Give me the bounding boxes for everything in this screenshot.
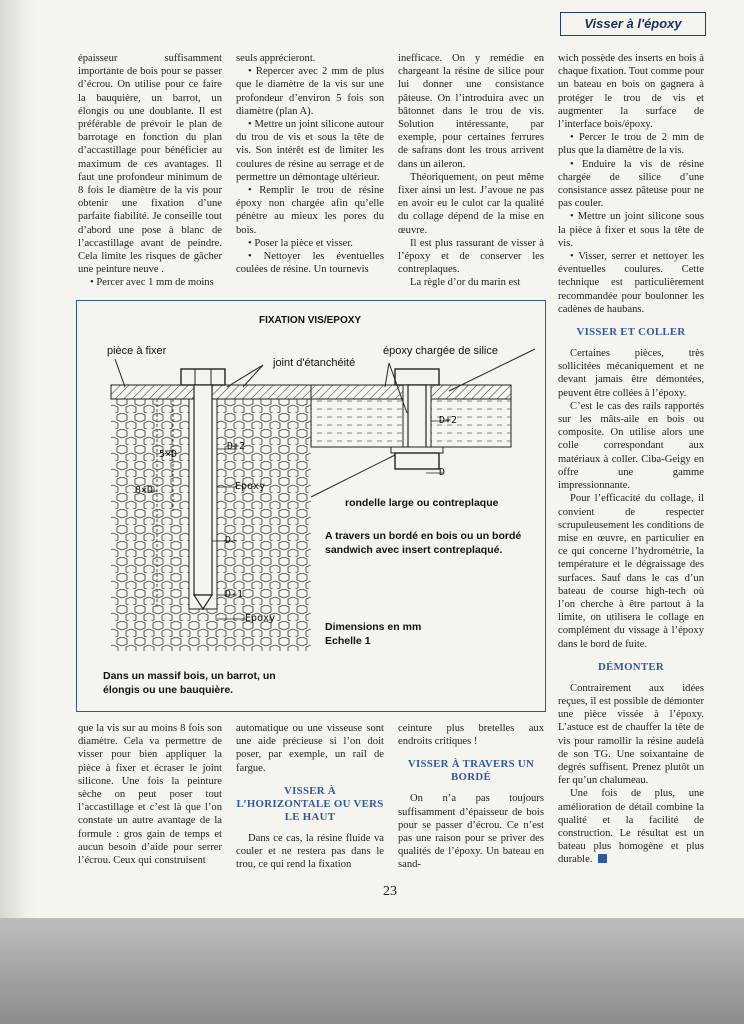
paragraph: Dans ce cas, la résine fluide va couler et ne restera pas dans le trou, ce qui rend la fixation: [236, 832, 384, 871]
caption-borde: A travers un bordé en bois ou un bordé sandwich avec insert contreplaqué.: [325, 530, 522, 556]
label-8xd: 8×D: [135, 485, 154, 496]
screw-shank: [194, 385, 212, 595]
label-rondelle: rondelle large ou contreplaque: [345, 497, 499, 509]
screw-head: [181, 369, 225, 385]
paragraph: • Percer avec 1 mm de moins: [90, 277, 214, 289]
binding-shadow: [0, 0, 40, 918]
caption-echelle: Echelle 1: [325, 635, 371, 647]
label-d-right: D: [439, 467, 446, 478]
leader-line: [115, 359, 125, 387]
figure-title: FIXATION VIS/EPOXY: [259, 315, 362, 326]
paragraph: • Mettre un joint silicone sous la pièce à fixer et sous la tête de vis.: [558, 211, 704, 249]
paragraph: Certaines pièces, très sollicitées mécaniquement et ne devant jamais être démontées, peuvent être collées à l’époxy.: [558, 348, 704, 399]
label-epoxy-silice: époxy chargée de silice: [383, 345, 498, 357]
paragraph: wich possède des inserts en bois à chaque fixation. Tout comme pour un bateau en bois on gagnera à protéger le trou de vis et augmenter la surface de l’interface bois/époxy.: [558, 53, 704, 131]
paragraph: seuls apprécieront.: [236, 53, 316, 64]
paragraph: C’est le cas des rails rapportés sur les mâts-aile en bois ou composite. On utilise alors une colle correspondant aux matériaux à coller. Ciba-Geigy en offre une gamme impressionnante.: [558, 400, 704, 492]
paragraph: La règle d’or du marin est: [410, 277, 521, 289]
column-1-bottom: [78, 722, 222, 867]
paragraph: ceinture plus bretelles aux endroits critiques !: [398, 723, 544, 748]
section-header: Visser à l'époxy: [560, 12, 706, 36]
label-d-minus-1: D-1: [225, 589, 244, 600]
paragraph-text: Une fois de plus, une amélioration de détail combine la qualité et la facilité de construction. Le résultat est un bateau plus homogène et plus durable.: [558, 788, 704, 866]
label-piece-a-fixer: pièce à fixer: [107, 345, 167, 357]
label-d: D: [225, 535, 232, 546]
column-1-top: [78, 52, 222, 290]
paragraph: Il est plus rassurant de visser à l’époxy et de conserver les contreplaques.: [398, 237, 544, 276]
paragraph: que la vis sur au moins 8 fois son diamètre. Cela va permettre de visser pour bien appliquer la pièce à fixer et écraser le joint silicone. Une fois la peinture sèche on peut poser tout l’accastillage et c’est là que l’on constate un autre avantage de la formule : gros gain de temps et aucun besoin d’aide pour serrer l’écrou. Ceux qui construisent: [78, 723, 222, 867]
paragraph: • Nettoyer les éventuelles coulées de résine. Un tournevis: [236, 251, 384, 276]
label-d-plus-2-left: D+2: [227, 441, 246, 452]
paragraph: Contrairement aux idées reçues, il est possible de démonter une pièce vissée à l’époxy. L’astuce est de chauffer la tête de vis pour ramollir la résine audelà de son TG. Une soixantaine de degrés suffisent. Prenez plutôt un fer qu’un chalumeau.: [558, 682, 704, 787]
column-4: [558, 52, 704, 867]
bolt-head: [395, 369, 439, 385]
caption-dimensions: Dimensions en mm: [325, 621, 422, 633]
column-2-bottom: [236, 722, 384, 871]
paragraph: • Mettre un joint silicone autour du trou de vis et sous la tête de vis. Son intérêt est de limiter les coulures de résine au serrage et de permettre un démontage ultérieur.: [236, 119, 384, 183]
paragraph: • Percer le trou de 2 mm de plus que la diamètre de la vis.: [558, 132, 704, 157]
column-3-top: [398, 52, 544, 290]
heading-demonter: DÉMONTER: [598, 660, 664, 673]
paragraph: • Poser la pièce et visser.: [248, 237, 353, 249]
label-epoxy-lower: Epoxy: [245, 613, 276, 624]
page-number: 23: [383, 884, 397, 899]
end-mark-icon: [598, 854, 607, 863]
caption-massif: Dans un massif bois, un barrot, un élongis ou une bauquière.: [103, 670, 276, 696]
paragraph: • Remplir le trou de résine époxy non chargée afin qu’elle pénètre au mieux les pores du bois.: [236, 185, 384, 236]
paragraph: • Visser, serrer et nettoyer les éventuelles coulures. Cette technique est particulièrement recommandée pour boulonner les cadènes de haubans.: [558, 251, 704, 315]
heading-horizontale: VISSER À L’HORIZONTALE OU VERS LE HAUT: [236, 784, 384, 823]
washer: [391, 447, 443, 453]
column-3-bottom: [398, 722, 544, 872]
paragraph: • Repercer avec 2 mm de plus que le diamètre de la vis sur une profondeur d’environ 5 fois son diamètre (plan A).: [236, 66, 384, 117]
paragraph: inefficace. On y remédie en chargeant la résine de silice pour lui donner une consistance pâteuse. On l’introduira avec un bâtonnet dans le trou de vis. Solution intéressante, par exemple, pour certaines ferrures de safrans dont les trous arrivent dans un aileron.: [398, 53, 544, 170]
paragraph: Pour l’efficacité du collage, il convient de respecter scrupuleusement les conditions de mise en œuvre, en particulier en ce qui concerne l’hydrométrie, la température et le dégraissage des surfaces. Sauf dans le cas d’un bateau de course high-tech où l’on cherche à être partout à la limite, on utilisera le collage en complément du vissage à l’époxy dans le bord de fuite.: [558, 493, 704, 650]
paragraph: • Enduire la vis de résine chargée de silice d’une consistance assez pâteuse pour ne pas couler.: [558, 158, 704, 210]
paragraph: Théoriquement, on peut même fixer ainsi un lest. J’avoue ne pas en avoir eu le culot car la qualité du collage dépend de la mise en œuvre.: [398, 171, 544, 236]
nut: [395, 453, 439, 469]
paragraph: [558, 787, 704, 866]
figure-fixation: [76, 300, 546, 712]
label-epoxy-upper: Epoxy: [235, 481, 266, 492]
label-joint: joint d'étanchéité: [273, 357, 356, 369]
heading-visser-et-coller: VISSER ET COLLER: [576, 326, 686, 339]
label-5xd: 5×D: [159, 449, 178, 460]
paragraph: épaisseur suffisamment importante de bois pour se passer d’écrou. On utilise pour ce faire la bauquière, un barrot, un élongis ou une doublante. Il est préférable de prévoir le plan de barrotage en fonction du plan d’accastillage pour bénéficier au maximum de ces avantages. Il faut une profondeur minimum de 8 fois le diamètre de la vis pour obtenir une fixation d’une parfaite fiabilité. Je conseille tout d’abord une pose à blanc de l’accastillage avant de peindre. Cela limite les risques de gâcher une peinture neuve .: [78, 53, 222, 276]
background-surface: [0, 918, 744, 1024]
paragraph: On n’a pas toujours suffisamment d’épaisseur de bois pour se passer d’écrou. Ce n’est pas une raison pour se priver des qualités de l’époxy. Un bateau en sand-: [398, 793, 544, 871]
column-2-top: [236, 52, 384, 276]
label-d-plus-2-right: D+2: [439, 415, 458, 426]
paragraph: automatique ou une visseuse sont une aide précieuse si l’on doit poser, par exemple, un rail de fargue.: [236, 723, 384, 774]
heading-borde: VISSER À TRAVERS UN BORDÉ: [407, 758, 535, 784]
